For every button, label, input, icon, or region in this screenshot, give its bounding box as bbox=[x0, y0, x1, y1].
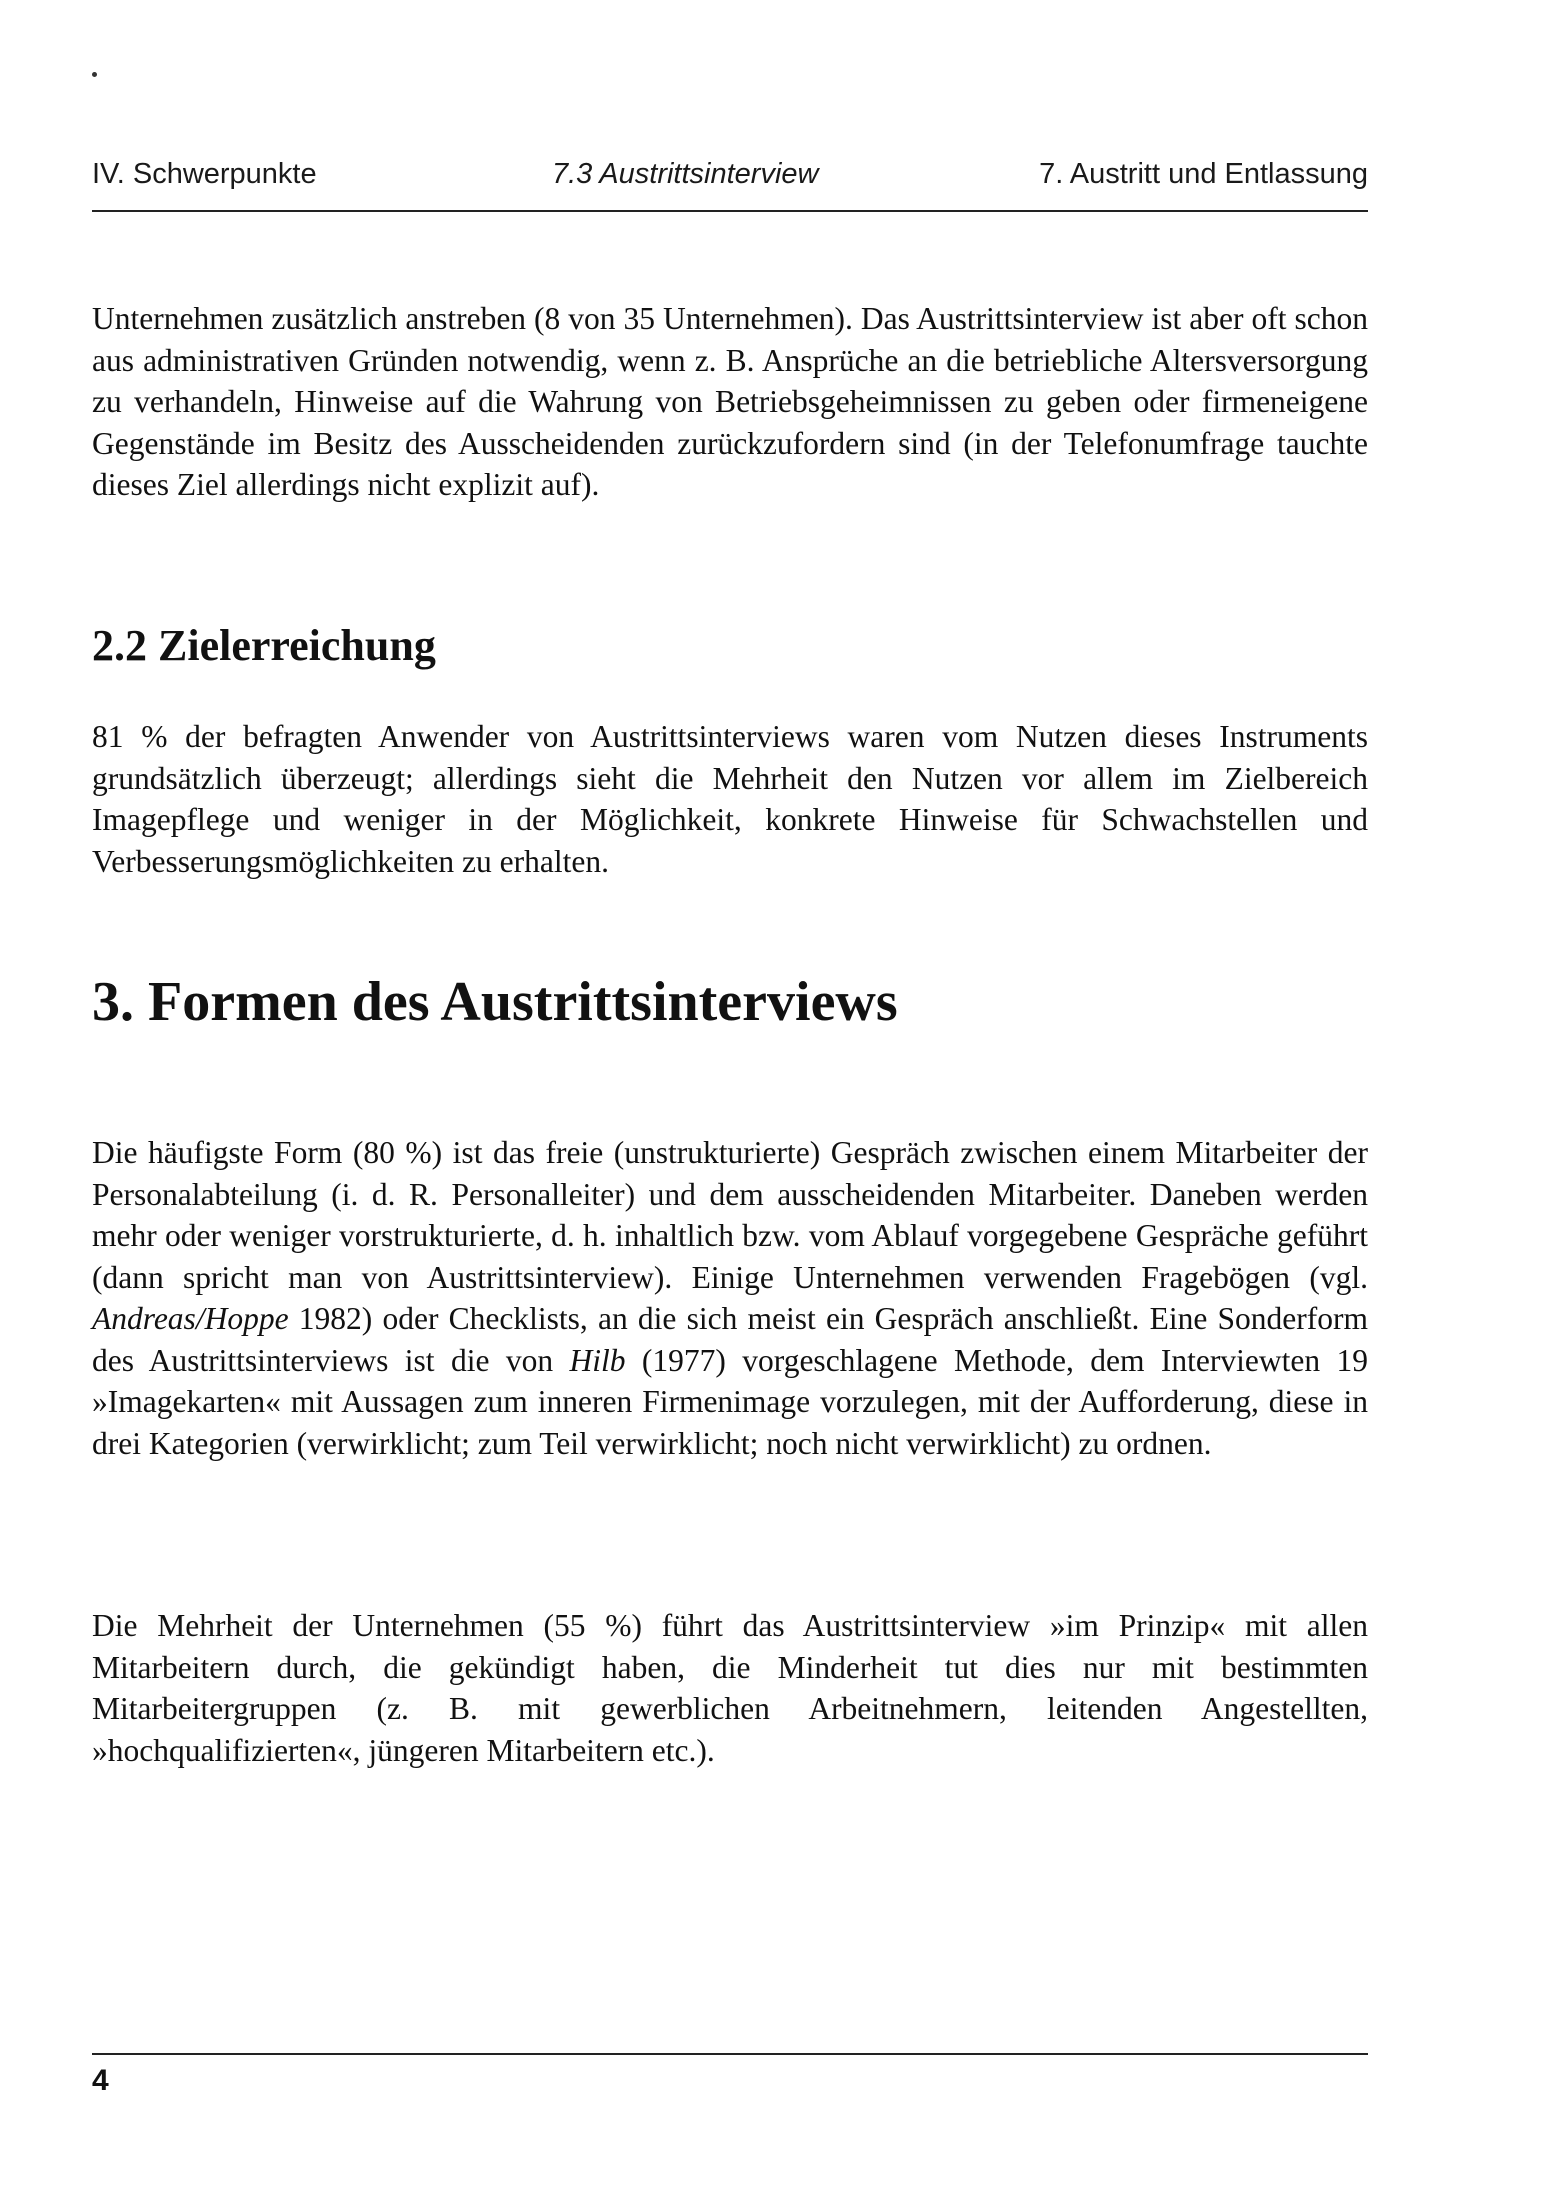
formen-text-part-1: Die häufigste Form (80 %) ist das freie (unstrukturierte) Gespräch zwischen einem Mitarbeiter der Personalabteilung (i. d. R. Personalleiter) und dem ausscheidenden Mitarbeiter. Daneben werden mehr oder weniger vorstrukturierte, d. h. inhaltlich bzw. vom Ablauf vorgegebene Gespräche geführt (dann spricht man von Austrittsinterview). Einige Unternehmen verwenden Fragebögen (vgl. bbox=[92, 1135, 1368, 1295]
section-heading-zielerreichung: 2.2 Zielerreichung bbox=[92, 621, 436, 670]
page-number: 4 bbox=[92, 2064, 109, 2097]
header-divider bbox=[92, 210, 1368, 212]
running-header bbox=[92, 158, 1368, 198]
formen-paragraph-2: Die Mehrheit der Unternehmen (55 %) führt das Austrittsinterview »im Prinzip« mit allen Mitarbeitern durch, die gekündigt haben, die Minderheit tut dies nur mit bestimmten Mitarbeitergruppen (z. B. mit gewerblichen Arbeitnehmern, leitenden Angestellten, »hochqualifizierten«, jüngeren Mitarbeitern etc.). bbox=[92, 1608, 1368, 1768]
footer-divider bbox=[92, 2053, 1368, 2055]
formen-text-part-2: 1982) oder Checklists, an die sich meist ein Gespräch anschließt. Eine Sonderform des Austrittsinterviews ist die von bbox=[92, 1301, 1368, 1378]
section-heading-formen: 3. Formen des Austrittsinterviews bbox=[92, 971, 898, 1033]
citation-hilb: Hilb bbox=[569, 1342, 626, 1378]
formen-paragraph-1 bbox=[92, 1132, 1368, 1464]
header-chapter-title: 7. Austritt und Entlassung bbox=[1039, 158, 1368, 190]
zielerreichung-paragraph: 81 % der befragten Anwender von Austrittsinterviews waren vom Nutzen dieses Instruments grundsätzlich überzeugt; allerdings sieht die Mehrheit den Nutzen vor allem im Zielbereich Imagepflege und weniger in der Möglichkeit, konkrete Hinweise für Schwachstellen und Verbesserungsmöglichkeiten zu erhalten. bbox=[92, 719, 1368, 879]
formen-text-part-3: (1977) vorgeschlagene Methode, dem Interviewten 19 »Imagekarten« mit Aussagen zum inneren Firmenimage vorzulegen, mit der Aufforderung, diese in drei Kategorien (verwirklicht; zum Teil verwirklicht; noch nicht verwirklicht) zu ordnen. bbox=[92, 1342, 1368, 1461]
scan-speck bbox=[92, 72, 97, 77]
header-part-title: IV. Schwerpunkte bbox=[92, 158, 317, 190]
header-section-title: 7.3 Austrittsinterview bbox=[552, 158, 819, 190]
intro-paragraph: Unternehmen zusätzlich anstreben (8 von 35 Unternehmen). Das Austrittsinterview ist aber oft schon aus administrativen Gründen notwendig, wenn z. B. Ansprüche an die betriebliche Altersversorgung zu verhandeln, Hinweise auf die Wahrung von Betriebsgeheimnissen zu geben oder firmeneigene Gegenstände im Besitz des Ausscheidenden zurückzufordern sind (in der Telefonumfrage tauchte dieses Ziel allerdings nicht explizit auf). bbox=[92, 301, 1368, 502]
citation-andreas-hoppe: Andreas/Hoppe bbox=[92, 1301, 289, 1336]
